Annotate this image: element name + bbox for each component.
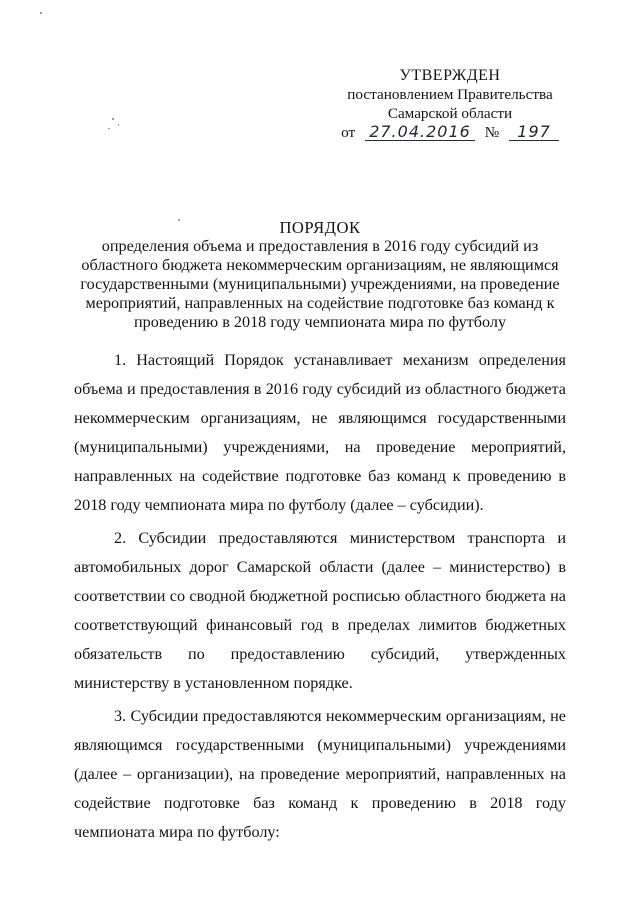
scan-speck (40, 12, 42, 14)
paragraph-3: 3. Субсидии предоставляются некоммерческим организациям, не являющимся государственными (муниципальными) учреждениями (далее – организации), на проведение мероприятий, направленных на содействие подготовке баз команд к проведению в 2018 году чемпионата мира по футболу: (74, 707, 566, 841)
handwritten-number: 197 (509, 124, 559, 141)
handwritten-date: 27.04.2016 (365, 124, 475, 141)
document-body (74, 346, 566, 851)
from-label: от (341, 124, 356, 141)
document-title (70, 218, 570, 332)
approval-date-number-line (340, 123, 560, 142)
scan-speck (108, 128, 110, 129)
approval-block (340, 66, 560, 142)
approval-status: УТВЕРЖДЕН (399, 67, 501, 84)
number-sign: № (484, 124, 500, 141)
title-subtitle: определения объема и предоставления в 2016 году субсидий из областного бюджета некоммерческим организациям, не являющимся государственными (муниципальными) учреждениями, на проведение мероприятий, направленных на содействие подготовке баз команд к проведению в 2018 году чемпионата мира по футболу (80, 237, 560, 331)
approval-line-1: постановлением Правительства (347, 86, 553, 103)
paragraph-2: 2. Субсидии предоставляются министерством транспорта и автомобильных дорог Самарской области (далее – министерство) в соответствии со сводной бюджетной росписью областного бюджета на соответствующий финансовый год в пределах лимитов бюджетных обязательств по предоставлению субсидий, утвержденных министерству в установленном порядке. (74, 529, 566, 692)
paragraph-1: 1. Настоящий Порядок устанавливает механизм определения объема и предоставления в 2016 году субсидий из областного бюджета некоммерческим организациям, не являющимся государственными (муниципальными) учреждениями, на проведение мероприятий, направленных на содействие подготовке баз команд к проведению в 2018 году чемпионата мира по футболу (далее – субсидии). (74, 351, 566, 514)
scan-speck (112, 118, 114, 120)
scan-speck (118, 124, 119, 126)
title-heading: ПОРЯДОК (279, 218, 361, 237)
approval-line-2: Самарской области (387, 105, 513, 122)
